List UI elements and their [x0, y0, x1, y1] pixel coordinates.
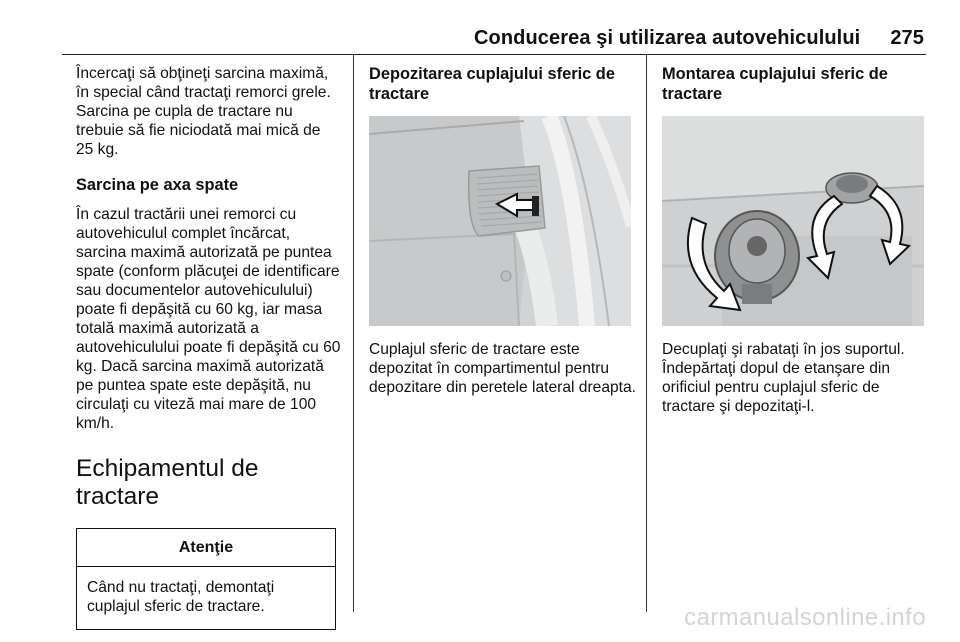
column-divider: [353, 55, 354, 612]
column-2: [369, 64, 637, 397]
column-1: [76, 64, 342, 630]
rear-axle-paragraph: În cazul tractării unei remorci cu autovehiculul complet încărcat, sarcina maximă autorizată pe puntea spate (conform plăcuţei de identificare sau documentelor autovehiculului) poate fi depăşită cu 60 kg, iar masa totală maximă autorizată a autovehiculului poate fi depăşită cu 60 kg. Dacă sarcina maximă autorizată pe puntea spate este depăşită, nu circulaţi cu viteză mai mare de 100 km/h.: [76, 206, 341, 432]
storage-caption: Cuplajul sferic de tractare este depozitat în compartimentul pentru depozitare din peretele lateral dreapta.: [369, 341, 637, 396]
page-header: [474, 27, 924, 50]
rear-axle-heading: Sarcina pe axa spate: [76, 176, 239, 194]
warning-title: Atenţie: [77, 529, 335, 567]
column-divider: [646, 55, 647, 612]
storage-heading: Depozitarea cuplajului sferic de tractare: [369, 65, 615, 103]
intro-paragraph: Încercaţi să obţineţi sarcina maximă, în special când tractaţi remorci grele. Sarcina pe cupla de tractare nu trebuie să fie niciodată mai mică de 25 kg.: [76, 65, 331, 158]
warning-box: [76, 528, 336, 630]
header-title: Conducerea şi utilizarea autovehiculului: [474, 27, 861, 49]
storage-compartment-illustration: [369, 116, 631, 326]
watermark: carmanualsonline.info: [684, 604, 926, 631]
column-3: [662, 64, 930, 416]
header-rule: [62, 54, 926, 55]
tow-ball-mounting-illustration: [662, 116, 924, 326]
mounting-heading: Montarea cuplajului sferic de tractare: [662, 65, 888, 103]
page-number: 275: [890, 27, 924, 49]
towing-equipment-heading: Echipamentul de tractare: [76, 455, 259, 510]
mounting-caption: Decuplaţi şi rabataţi în jos suportul. Îndepărtaţi dopul de etanşare din orificiul pentru cuplajul sferic de tractare şi depozitaţi-l.: [662, 341, 905, 415]
warning-text: Când nu tractaţi, demontaţi cuplajul sferic de tractare.: [87, 579, 275, 615]
